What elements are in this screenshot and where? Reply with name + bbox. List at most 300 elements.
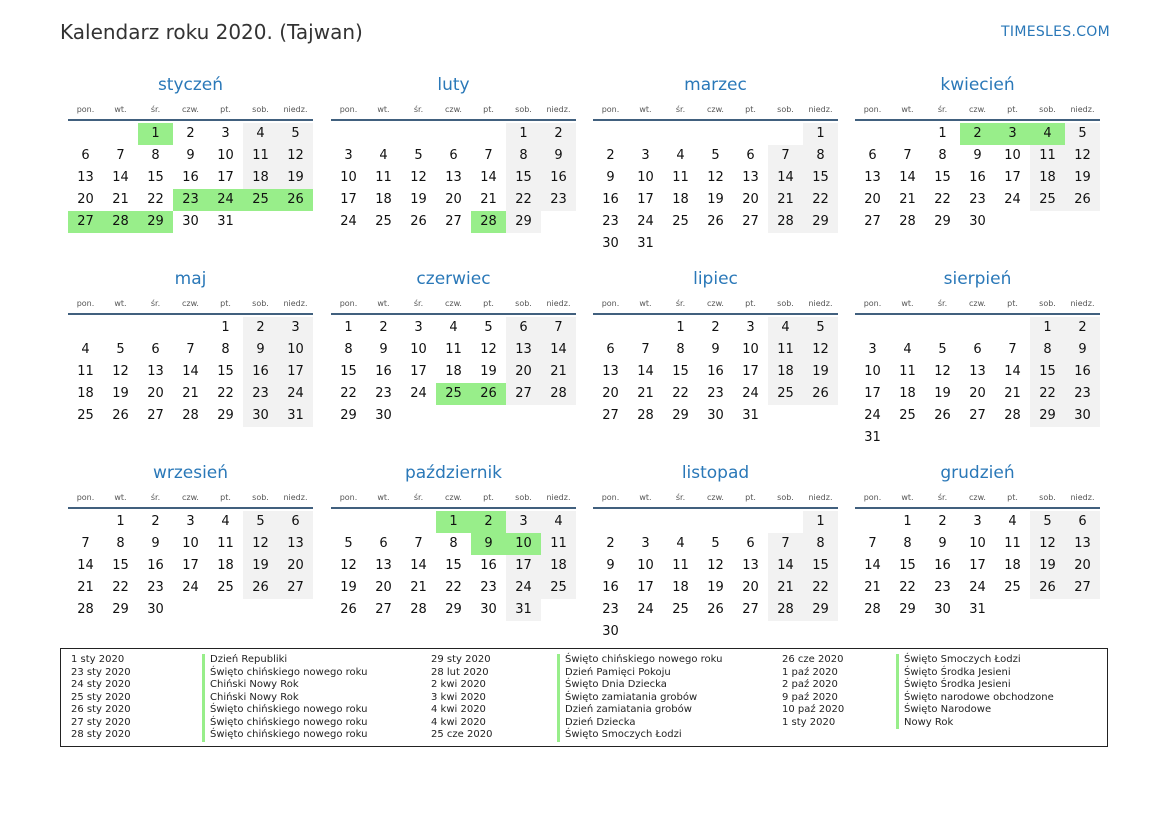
day-cell: 4 <box>768 317 803 339</box>
day-cell: 27 <box>506 383 541 405</box>
legend-date: 27 sty 2020 <box>71 716 131 728</box>
empty-cell <box>366 511 401 533</box>
legend-holiday-name: Święto Smoczych Łodzi <box>904 654 1021 665</box>
day-cell: 18 <box>672 192 689 207</box>
day-cell: 12 <box>1030 533 1065 555</box>
day-cell: 6 <box>81 148 90 163</box>
weekday-label: pon. <box>863 298 882 308</box>
legend-date: 26 cze 2020 <box>782 654 844 665</box>
weekday-label: śr. <box>675 492 686 502</box>
day-cell: 15 <box>506 167 541 189</box>
day-cell: 26 <box>934 408 951 423</box>
weekday-label: czw. <box>707 298 724 308</box>
month-2 <box>331 75 576 233</box>
weekday-label: wt. <box>901 298 914 308</box>
day-cell: 21 <box>77 580 94 595</box>
day-cell: 8 <box>221 342 230 357</box>
day-cell: 31 <box>969 602 986 617</box>
day-cell: 27 <box>278 577 313 599</box>
weekday-label: czw. <box>445 492 462 502</box>
day-grid <box>68 123 313 233</box>
legend-holiday-name: Święto chińskiego nowego roku <box>210 729 368 740</box>
day-cell: 7 <box>81 536 90 551</box>
day-cell: 28 <box>637 408 654 423</box>
empty-cell <box>436 123 471 145</box>
day-cell: 11 <box>243 145 278 167</box>
day-cell: 10 <box>217 148 234 163</box>
day-cell: 30 <box>480 602 497 617</box>
holiday-day-cell: 3 <box>995 123 1030 145</box>
day-cell: 7 <box>414 536 423 551</box>
day-cell: 3 <box>973 514 982 529</box>
day-cell: 15 <box>672 364 689 379</box>
day-cell: 15 <box>340 364 357 379</box>
day-cell: 5 <box>414 148 423 163</box>
day-cell: 16 <box>969 170 986 185</box>
day-cell: 20 <box>445 192 462 207</box>
empty-cell <box>733 123 768 145</box>
day-cell: 20 <box>1065 555 1100 577</box>
day-cell: 24 <box>506 577 541 599</box>
weekday-label: pon. <box>601 298 620 308</box>
weekday-label: niedz. <box>546 104 571 114</box>
day-cell: 8 <box>903 536 912 551</box>
day-cell: 22 <box>340 386 357 401</box>
day-cell: 18 <box>445 364 462 379</box>
day-cell: 23 <box>480 580 497 595</box>
day-cell: 25 <box>768 383 803 405</box>
legend-holiday-name: Święto chińskiego nowego roku <box>210 704 368 715</box>
weekday-label: pon. <box>76 104 95 114</box>
month-name: sierpień <box>943 269 1012 289</box>
day-cell: 26 <box>112 408 129 423</box>
day-cell: 13 <box>742 170 759 185</box>
day-cell: 5 <box>1065 123 1100 145</box>
day-cell: 16 <box>147 558 164 573</box>
weekday-label: niedz. <box>808 104 833 114</box>
day-cell: 26 <box>410 214 427 229</box>
day-cell: 26 <box>803 383 838 405</box>
day-cell: 15 <box>112 558 129 573</box>
empty-cell <box>68 317 103 339</box>
day-cell: 12 <box>707 170 724 185</box>
day-cell: 31 <box>742 408 759 423</box>
weekday-label: niedz. <box>283 492 308 502</box>
day-cell: 1 <box>803 123 838 145</box>
day-cell: 20 <box>278 555 313 577</box>
day-cell: 21 <box>768 189 803 211</box>
day-cell: 29 <box>899 602 916 617</box>
day-cell: 10 <box>1004 148 1021 163</box>
day-cell: 15 <box>217 364 234 379</box>
day-cell: 1 <box>803 511 838 533</box>
day-cell: 23 <box>147 580 164 595</box>
day-cell: 6 <box>506 317 541 339</box>
weekday-label: pon. <box>76 298 95 308</box>
day-cell: 9 <box>711 342 720 357</box>
day-cell: 6 <box>606 342 615 357</box>
day-cell: 14 <box>77 558 94 573</box>
empty-cell <box>890 123 925 145</box>
day-cell: 23 <box>1065 383 1100 405</box>
day-cell: 24 <box>637 602 654 617</box>
day-cell: 7 <box>484 148 493 163</box>
day-cell: 17 <box>217 170 234 185</box>
legend-date: 29 sty 2020 <box>431 654 491 665</box>
day-cell: 4 <box>243 123 278 145</box>
empty-cell <box>925 317 960 339</box>
day-cell: 13 <box>864 170 881 185</box>
day-cell: 29 <box>803 599 838 621</box>
day-cell: 6 <box>746 148 755 163</box>
day-cell: 27 <box>969 408 986 423</box>
holiday-day-cell: 2 <box>960 123 995 145</box>
day-cell: 11 <box>445 342 462 357</box>
weekday-label: pon. <box>601 492 620 502</box>
day-cell: 6 <box>973 342 982 357</box>
weekday-label: wt. <box>377 298 390 308</box>
day-cell: 2 <box>379 320 388 335</box>
empty-cell <box>768 511 803 533</box>
day-cell: 21 <box>112 192 129 207</box>
day-cell: 10 <box>637 558 654 573</box>
day-cell: 28 <box>77 602 94 617</box>
day-cell: 11 <box>1004 536 1021 551</box>
month-7 <box>593 269 838 427</box>
day-cell: 7 <box>186 342 195 357</box>
weekday-label: pt. <box>483 298 494 308</box>
month-name: marzec <box>684 75 747 95</box>
legend-dates-col <box>431 654 492 742</box>
legend-date: 4 kwi 2020 <box>431 716 486 728</box>
weekday-header <box>855 293 1100 315</box>
legend-date: 25 sty 2020 <box>71 691 131 703</box>
day-cell: 12 <box>112 364 129 379</box>
month-5 <box>68 269 313 427</box>
day-cell: 13 <box>77 170 94 185</box>
holiday-day-cell: 26 <box>471 383 506 405</box>
empty-cell <box>103 123 138 145</box>
weekday-label: niedz. <box>1070 298 1095 308</box>
empty-cell <box>138 317 173 339</box>
day-cell: 16 <box>182 170 199 185</box>
day-cell: 24 <box>410 386 427 401</box>
day-cell: 12 <box>934 364 951 379</box>
day-cell: 7 <box>768 145 803 167</box>
day-cell: 30 <box>602 624 619 639</box>
day-cell: 17 <box>506 555 541 577</box>
weekday-label: niedz. <box>283 104 308 114</box>
day-cell: 12 <box>480 342 497 357</box>
day-cell: 14 <box>864 558 881 573</box>
legend-date: 25 cze 2020 <box>431 729 493 740</box>
day-cell: 4 <box>221 514 230 529</box>
weekday-label: wt. <box>377 104 390 114</box>
day-cell: 15 <box>899 558 916 573</box>
day-cell: 14 <box>637 364 654 379</box>
day-cell: 22 <box>112 580 129 595</box>
day-cell: 19 <box>480 364 497 379</box>
day-cell: 17 <box>278 361 313 383</box>
day-cell: 3 <box>278 317 313 339</box>
day-cell: 15 <box>445 558 462 573</box>
day-cell: 3 <box>868 342 877 357</box>
empty-cell <box>733 511 768 533</box>
day-cell: 22 <box>672 386 689 401</box>
day-cell: 9 <box>938 536 947 551</box>
day-cell: 7 <box>868 536 877 551</box>
day-cell: 4 <box>541 511 576 533</box>
day-cell: 9 <box>606 170 615 185</box>
day-cell: 5 <box>1030 511 1065 533</box>
day-cell: 22 <box>803 577 838 599</box>
day-cell: 29 <box>340 408 357 423</box>
legend-holiday-name: Święto Środka Jesieni <box>904 679 1011 690</box>
month-6 <box>331 269 576 427</box>
day-cell: 7 <box>903 148 912 163</box>
month-9 <box>68 463 313 621</box>
legend-holiday-name: Dzień Republiki <box>210 654 288 665</box>
weekday-label: pon. <box>601 104 620 114</box>
weekday-label: pt. <box>220 298 231 308</box>
weekday-label: pt. <box>745 492 756 502</box>
weekday-label: śr. <box>937 104 948 114</box>
legend-date: 28 sty 2020 <box>71 729 131 740</box>
weekday-label: sob. <box>515 298 532 308</box>
weekday-label: pt. <box>220 492 231 502</box>
day-cell: 26 <box>707 602 724 617</box>
day-cell: 28 <box>864 602 881 617</box>
weekday-label: wt. <box>639 492 652 502</box>
day-cell: 23 <box>969 192 986 207</box>
day-cell: 19 <box>707 192 724 207</box>
day-cell: 14 <box>768 167 803 189</box>
day-cell: 14 <box>480 170 497 185</box>
day-cell: 13 <box>445 170 462 185</box>
day-cell: 1 <box>938 126 947 141</box>
legend-date: 28 lut 2020 <box>431 666 489 678</box>
day-cell: 2 <box>541 123 576 145</box>
day-cell: 18 <box>768 361 803 383</box>
day-cell: 7 <box>116 148 125 163</box>
month-name: październik <box>404 463 503 483</box>
day-cell: 19 <box>278 167 313 189</box>
day-cell: 10 <box>969 536 986 551</box>
day-cell: 16 <box>1065 361 1100 383</box>
day-cell: 5 <box>803 317 838 339</box>
weekday-header <box>855 99 1100 121</box>
legend-holiday-name: Dzień zamiatania grobów <box>565 704 692 715</box>
day-cell: 14 <box>112 170 129 185</box>
day-cell: 18 <box>899 386 916 401</box>
day-cell: 21 <box>768 577 803 599</box>
weekday-label: sob. <box>777 492 794 502</box>
day-cell: 22 <box>934 192 951 207</box>
day-cell: 26 <box>1030 577 1065 599</box>
weekday-label: niedz. <box>1070 492 1095 502</box>
day-cell: 8 <box>676 342 685 357</box>
weekday-label: śr. <box>413 492 424 502</box>
day-cell: 10 <box>742 342 759 357</box>
day-cell: 22 <box>217 386 234 401</box>
day-cell: 25 <box>541 577 576 599</box>
weekday-label: pt. <box>483 492 494 502</box>
day-cell: 11 <box>672 558 689 573</box>
day-cell: 27 <box>445 214 462 229</box>
holiday-day-cell: 2 <box>471 511 506 533</box>
day-cell: 10 <box>278 339 313 361</box>
day-cell: 21 <box>480 192 497 207</box>
day-cell: 5 <box>243 511 278 533</box>
day-cell: 1 <box>676 320 685 335</box>
day-cell: 19 <box>112 386 129 401</box>
weekday-label: czw. <box>182 492 199 502</box>
day-cell: 5 <box>116 342 125 357</box>
day-cell: 24 <box>340 214 357 229</box>
page-title: Kalendarz roku 2020. (Tajwan) <box>60 20 363 44</box>
day-cell: 13 <box>742 558 759 573</box>
day-cell: 8 <box>116 536 125 551</box>
weekday-label: sob. <box>515 104 532 114</box>
day-cell: 19 <box>410 192 427 207</box>
day-cell: 20 <box>742 192 759 207</box>
weekday-label: czw. <box>969 104 986 114</box>
holiday-day-cell: 25 <box>436 383 471 405</box>
day-cell: 2 <box>938 514 947 529</box>
day-cell: 17 <box>969 558 986 573</box>
day-cell: 3 <box>506 511 541 533</box>
day-cell: 19 <box>1030 555 1065 577</box>
legend-holiday-name: Święto chińskiego nowego roku <box>565 654 723 665</box>
day-cell: 14 <box>182 364 199 379</box>
day-cell: 4 <box>81 342 90 357</box>
legend-holiday-name: Święto zamiatania grobów <box>565 691 698 703</box>
empty-cell <box>103 317 138 339</box>
day-cell: 18 <box>1030 167 1065 189</box>
day-cell: 12 <box>278 145 313 167</box>
weekday-header <box>331 99 576 121</box>
day-cell: 27 <box>602 408 619 423</box>
day-cell: 17 <box>742 364 759 379</box>
weekday-label: niedz. <box>808 492 833 502</box>
empty-cell <box>698 123 733 145</box>
day-grid <box>68 317 313 427</box>
day-cell: 30 <box>1065 405 1100 427</box>
day-cell: 27 <box>375 602 392 617</box>
weekday-label: pt. <box>220 104 231 114</box>
day-cell: 22 <box>147 192 164 207</box>
weekday-label: pon. <box>339 298 358 308</box>
empty-cell <box>401 511 436 533</box>
empty-cell <box>855 511 890 533</box>
legend-date: 10 paź 2020 <box>782 704 845 715</box>
legend-holiday-name: Święto Narodowe <box>904 704 992 715</box>
weekday-label: pon. <box>863 492 882 502</box>
day-cell: 16 <box>934 558 951 573</box>
day-cell: 27 <box>742 214 759 229</box>
day-cell: 19 <box>934 386 951 401</box>
day-cell: 8 <box>506 145 541 167</box>
day-cell: 17 <box>864 386 881 401</box>
holiday-day-cell: 26 <box>278 189 313 211</box>
day-cell: 2 <box>711 320 720 335</box>
day-cell: 26 <box>707 214 724 229</box>
day-cell: 20 <box>77 192 94 207</box>
weekday-label: wt. <box>114 298 127 308</box>
weekday-label: śr. <box>413 104 424 114</box>
day-cell: 23 <box>541 189 576 211</box>
day-cell: 11 <box>375 170 392 185</box>
day-cell: 24 <box>637 214 654 229</box>
day-cell: 22 <box>506 189 541 211</box>
day-cell: 26 <box>243 577 278 599</box>
day-cell: 20 <box>742 580 759 595</box>
day-cell: 10 <box>864 364 881 379</box>
day-cell: 25 <box>899 408 916 423</box>
day-cell: 12 <box>1065 145 1100 167</box>
day-cell: 28 <box>182 408 199 423</box>
legend-names-col <box>896 654 1054 729</box>
month-name: styczeń <box>157 75 224 95</box>
day-cell: 31 <box>506 599 541 621</box>
day-cell: 12 <box>340 558 357 573</box>
day-cell: 6 <box>449 148 458 163</box>
holiday-day-cell: 24 <box>208 189 243 211</box>
day-cell: 9 <box>973 148 982 163</box>
legend-date: 9 paź 2020 <box>782 691 838 703</box>
legend-holiday-name: Święto chińskiego nowego roku <box>210 716 368 728</box>
day-cell: 31 <box>217 214 234 229</box>
day-cell: 28 <box>1004 408 1021 423</box>
day-cell: 21 <box>541 361 576 383</box>
legend-dates-col <box>782 654 844 729</box>
month-name: grudzień <box>940 463 1015 483</box>
empty-cell <box>401 123 436 145</box>
month-name: listopad <box>681 463 750 483</box>
empty-cell <box>855 123 890 145</box>
day-cell: 3 <box>641 148 650 163</box>
weekday-label: czw. <box>182 298 199 308</box>
day-cell: 11 <box>217 536 234 551</box>
weekday-header <box>331 293 576 315</box>
legend-date: 1 sty 2020 <box>782 716 836 728</box>
legend-holiday-name: Święto narodowe obchodzone <box>904 691 1054 703</box>
holiday-day-cell: 10 <box>506 533 541 555</box>
empty-cell <box>995 317 1030 339</box>
empty-cell <box>331 511 366 533</box>
day-cell: 7 <box>541 317 576 339</box>
weekday-label: niedz. <box>808 298 833 308</box>
day-cell: 4 <box>379 148 388 163</box>
brand-link[interactable]: TIMESLES.COM <box>1001 24 1110 40</box>
empty-cell <box>890 317 925 339</box>
day-grid <box>331 123 576 233</box>
day-cell: 9 <box>379 342 388 357</box>
weekday-header <box>593 487 838 509</box>
day-cell: 14 <box>768 555 803 577</box>
day-cell: 8 <box>1030 339 1065 361</box>
day-cell: 17 <box>637 192 654 207</box>
day-cell: 24 <box>182 580 199 595</box>
day-cell: 17 <box>340 192 357 207</box>
weekday-label: śr. <box>675 298 686 308</box>
day-cell: 16 <box>480 558 497 573</box>
holiday-day-cell: 1 <box>138 123 173 145</box>
day-cell: 27 <box>864 214 881 229</box>
day-cell: 6 <box>278 511 313 533</box>
day-cell: 19 <box>707 580 724 595</box>
legend-names-col <box>557 654 722 742</box>
